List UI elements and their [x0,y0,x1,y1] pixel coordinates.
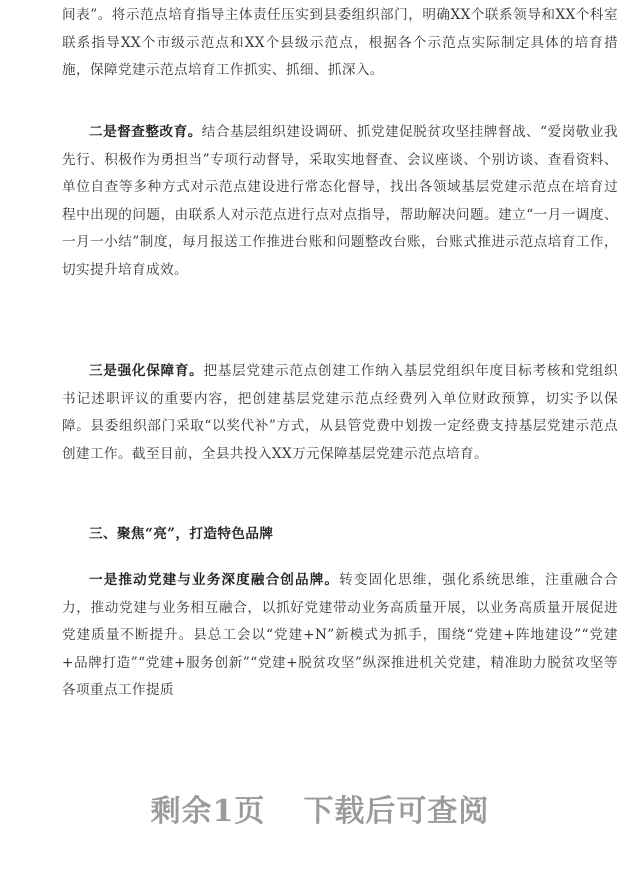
paragraph-supervision [62,119,618,284]
paragraph-guarantee [62,358,618,468]
paragraph-body-supervision: 结合基层组织建设调研、抓党建促脱贫攻坚挂牌督战、“爱岗敬业我先行、积极作为勇担当”专项行动督导，采取实地督查、会议座谈、个别访谈、查看资料、单位自查等多种方式对示范点建设进行常态化督导，找出各领域基层党建示范点在培育过程中出现的问题，由联系人对示范点进行点对点指导，帮助解决问题。建立“一月一调度、一月一小结”制度，每月报送工作推进台账和问题整改台账，台账式推进示范点培育工作，切实提升培育成效。 [62,124,618,278]
paragraph-lead-guarantee: 三是强化保障育。 [89,363,204,379]
remaining-pages-label: 剩余1页 [150,794,266,829]
paragraph-body-integration: 转变固化思维，强化系统思维，注重融合合力，推动党建与业务相互融合，以抓好党建带动业务高质量开展，以业务高质量开展促进党建质量不断提升。县总工会以“党建+N”新模式为抓手，围绕“党建+阵地建设”“党建+品牌打造”“党建+服务创新”“党建+脱贫攻坚”纵深推进机关党建，精准助力脱贫攻坚等各项重点工作提质 [62,572,618,698]
paragraph-integration [62,567,618,705]
paragraph-lead-supervision: 二是督查整改育。 [89,124,202,140]
paragraph-lead-integration: 一是推动党建与业务深度融合创品牌。 [89,572,340,588]
section-heading: 三、聚焦“亮”，打造特色品牌 [89,526,274,542]
paragraph-body-guarantee: 把基层党建示范点创建工作纳入基层党组织年度目标考核和党组织书记述职评议的重要内容，把创建基层党建示范点经费列入单位财政预算，切实予以保障。县委组织部门采取“以奖代补”方式，从县管党费中划拨一定经费支持基层党建示范点创建工作。截至目前，全县共投入XX万元保障基层党建示范点培育。 [62,363,618,462]
download-prompt-banner[interactable] [0,786,640,830]
paragraph-continuation: 间表”。将示范点培育指导主体责任压实到县委组织部门，明确XX个联系领导和XX个科室联系指导XX个市级示范点和XX个县级示范点，根据各个示范点实际制定具体的培育措施，保障党建示范点培育工作抓实、抓细、抓深入。 [62,7,618,78]
download-to-view-label: 下载后可查阅 [303,794,490,829]
